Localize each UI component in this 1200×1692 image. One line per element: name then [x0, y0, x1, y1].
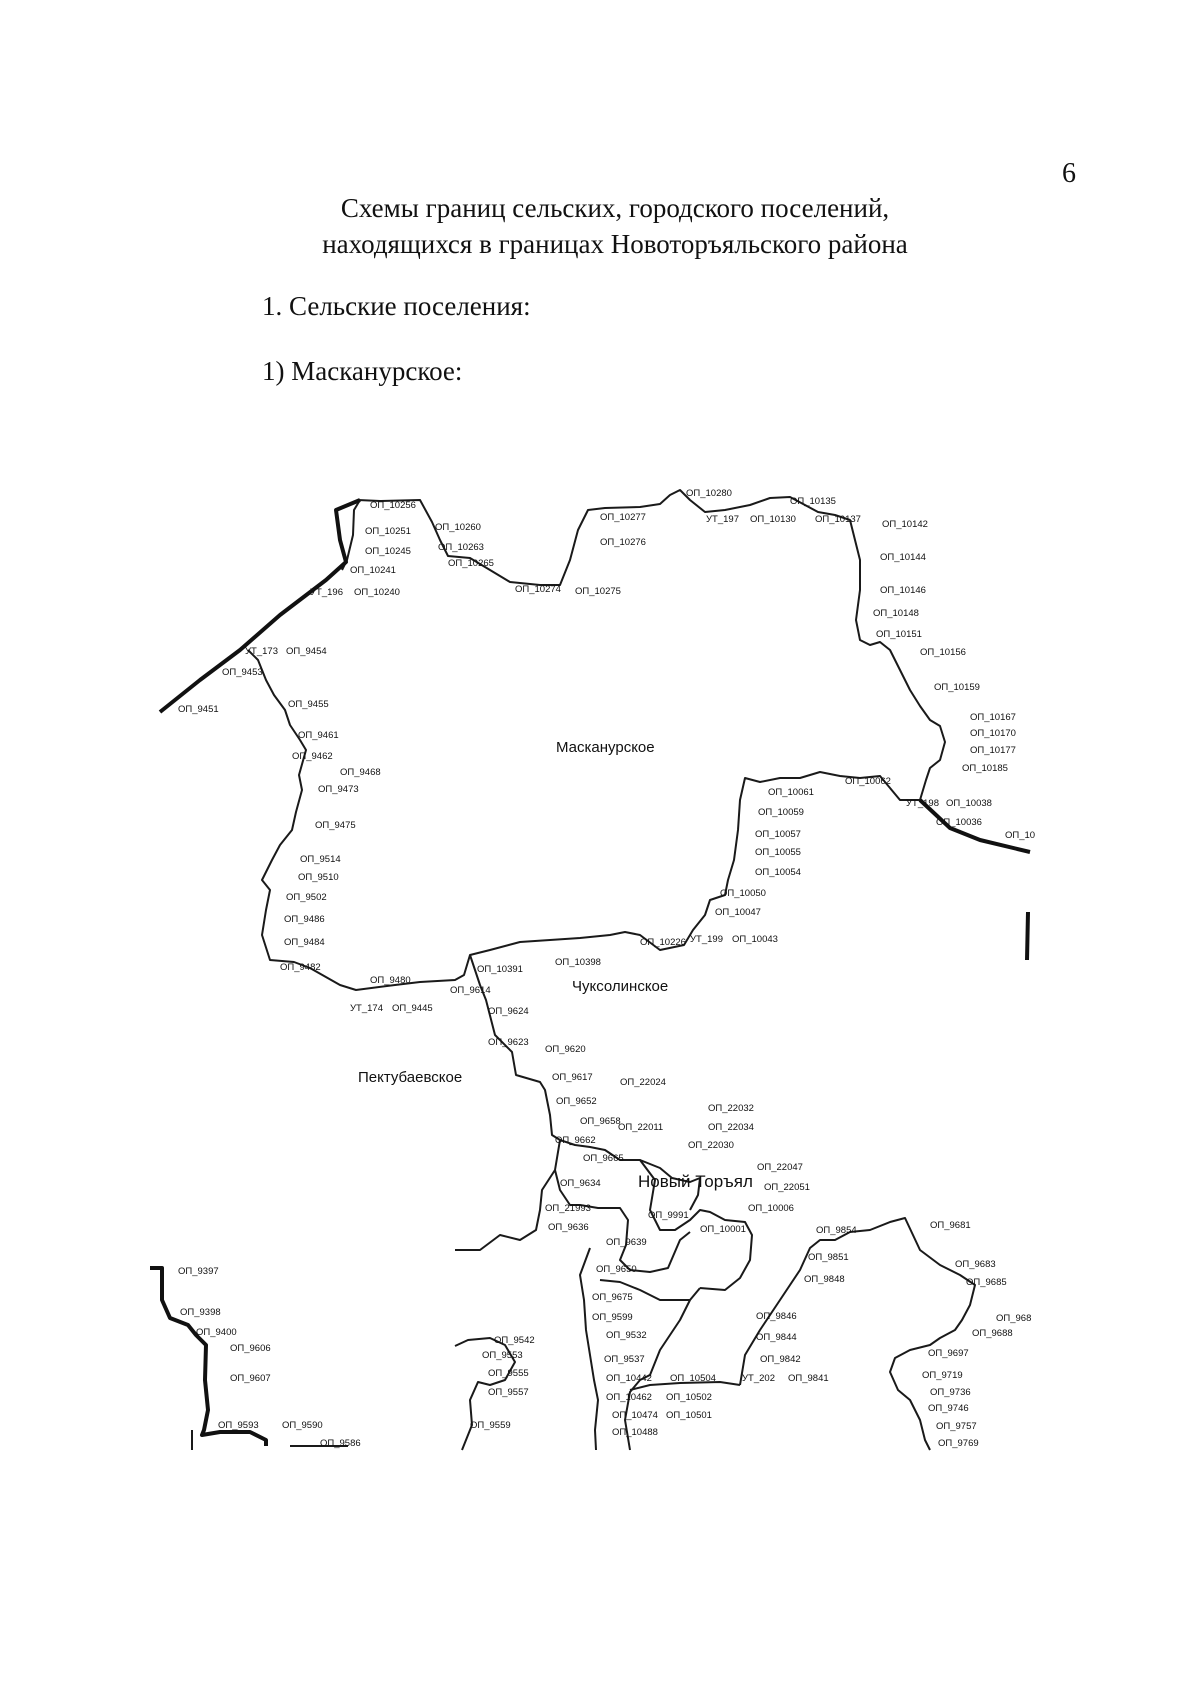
point-label: ОП_9848: [804, 1274, 845, 1285]
point-label: ОП_10260: [435, 522, 481, 533]
point-label: ОП_9851: [808, 1252, 849, 1263]
point-label: ОП_9398: [180, 1307, 221, 1318]
point-label: ОП_9736: [930, 1387, 971, 1398]
point-label: ОП_10055: [755, 847, 801, 858]
point-label: ОП_10062: [845, 776, 891, 787]
point-label: УТ_198: [906, 798, 939, 809]
subsection-heading: 1) Масканурское:: [262, 356, 463, 386]
point-label: ОП_10146: [880, 585, 926, 596]
point-label: ОП_9462: [292, 751, 333, 762]
point-label: УТ_199: [690, 934, 723, 945]
point-label: ОП_9482: [280, 962, 321, 973]
point-label: ОП_9617: [552, 1072, 593, 1083]
point-label: ОП_9502: [286, 892, 327, 903]
point-label: ОП_9542: [494, 1335, 535, 1346]
point-label: ОП_10256: [370, 500, 416, 511]
point-label: ОП_9623: [488, 1037, 529, 1048]
point-label: ОП_9658: [580, 1116, 621, 1127]
point-label: ОП_9400: [196, 1327, 237, 1338]
point-label: ОП_9606: [230, 1343, 271, 1354]
point-label: ОП_22024: [620, 1077, 666, 1088]
point-labels: [178, 488, 1035, 1449]
point-label: ОП_10442: [606, 1373, 652, 1384]
point-label: ОП_22051: [764, 1182, 810, 1193]
region-label-maskanurskoe: Масканурское: [556, 739, 655, 756]
point-label: ОП_10474: [612, 1410, 658, 1421]
point-label: ОП_9559: [470, 1420, 511, 1431]
point-label: ОП_9650: [596, 1264, 637, 1275]
point-label: ОП_10275: [575, 586, 621, 597]
point-label: ОП_21993: [545, 1203, 591, 1214]
point-label: ОП_9652: [556, 1096, 597, 1107]
point-label: ОП_9553: [482, 1350, 523, 1361]
point-label: ОП_10050: [720, 888, 766, 899]
point-label: ОП_10276: [600, 537, 646, 548]
point-label: ОП_10398: [555, 957, 601, 968]
point-label: ОП_10001: [700, 1224, 746, 1235]
point-label: ОП_9555: [488, 1368, 529, 1379]
point-label: ОП_10137: [815, 514, 861, 525]
point-label: ОП_10391: [477, 964, 523, 975]
point-label: ОП_10263: [438, 542, 484, 553]
point-label: ОП_9685: [966, 1277, 1007, 1288]
point-label: ОП_10265: [448, 558, 494, 569]
point-label: ОП_9532: [606, 1330, 647, 1341]
point-label: ОП_9757: [936, 1421, 977, 1432]
point-label: ОП_9614: [450, 985, 491, 996]
region-label-novy-toryal: Новый Торъял: [638, 1172, 753, 1191]
point-label: ОП_9844: [756, 1332, 797, 1343]
point-label: ОП_9473: [318, 784, 359, 795]
point-label: ОП_9557: [488, 1387, 529, 1398]
point-label: ОП_10059: [758, 807, 804, 818]
point-label: ОП_10047: [715, 907, 761, 918]
point-label: ОП_9665: [583, 1153, 624, 1164]
point-label: ОП_9662: [555, 1135, 596, 1146]
point-label: ОП_968: [996, 1313, 1032, 1324]
point-label: ОП_10: [1005, 830, 1036, 841]
point-label: ОП_10245: [365, 546, 411, 557]
point-label: ОП_9675: [592, 1292, 633, 1303]
point-label: ОП_9607: [230, 1373, 271, 1384]
point-label: ОП_10159: [934, 682, 980, 693]
point-label: ОП_9697: [928, 1348, 969, 1359]
maskanurskoe-boundary-west-road: [160, 500, 360, 712]
point-label: ОП_10177: [970, 745, 1016, 756]
point-label: ОП_10488: [612, 1427, 658, 1438]
point-label: УТ_196: [310, 587, 343, 598]
point-label: ОП_9769: [938, 1438, 979, 1449]
point-label: ОП_10462: [606, 1392, 652, 1403]
point-label: ОП_10054: [755, 867, 801, 878]
point-label: ОП_9510: [298, 872, 339, 883]
point-label: ОП_10226: [640, 937, 686, 948]
point-label: ОП_9475: [315, 820, 356, 831]
point-label: ОП_10038: [946, 798, 992, 809]
point-label: ОП_9593: [218, 1420, 259, 1431]
point-label: ОП_9461: [298, 730, 339, 741]
point-label: ОП_10130: [750, 514, 796, 525]
point-label: ОП_10241: [350, 565, 396, 576]
point-label: ОП_9599: [592, 1312, 633, 1323]
point-label: ОП_9537: [604, 1354, 645, 1365]
point-label: ОП_9719: [922, 1370, 963, 1381]
point-label: ОП_10502: [666, 1392, 712, 1403]
point-label: ОП_9841: [788, 1373, 829, 1384]
point-label: ОП_9620: [545, 1044, 586, 1055]
point-label: ОП_9486: [284, 914, 325, 925]
point-label: ОП_9854: [816, 1225, 857, 1236]
point-label: ОП_10142: [882, 519, 928, 530]
point-label: ОП_10148: [873, 608, 919, 619]
point-label: УТ_174: [350, 1003, 383, 1014]
point-label: ОП_10144: [880, 552, 926, 563]
point-label: ОП_9624: [488, 1006, 529, 1017]
point-label: ОП_10277: [600, 512, 646, 523]
point-label: ОП_9634: [560, 1178, 601, 1189]
point-label: ОП_9842: [760, 1354, 801, 1365]
point-label: ОП_10151: [876, 629, 922, 640]
point-label: ОП_10170: [970, 728, 1016, 739]
document-title-line-1: Схемы границ сельских, городского поселений,: [340, 193, 890, 223]
point-label: ОП_10036: [936, 817, 982, 828]
point-label: ОП_22032: [708, 1103, 754, 1114]
region-label-chuksolinskoe: Чуксолинское: [572, 978, 669, 995]
point-label: ОП_9590: [282, 1420, 323, 1431]
point-label: ОП_9639: [606, 1237, 647, 1248]
point-label: ОП_9991: [648, 1210, 689, 1221]
edge-fragment: [1027, 912, 1028, 960]
point-label: ОП_10057: [755, 829, 801, 840]
region-label-pektubaevskoe: Пектубаевское: [358, 1069, 463, 1086]
section-heading: 1. Сельские поселения:: [262, 291, 531, 321]
point-label: ОП_22034: [708, 1122, 754, 1133]
point-label: ОП_9688: [972, 1328, 1013, 1339]
point-label: УТ_202: [742, 1373, 775, 1384]
point-label: ОП_10280: [686, 488, 732, 499]
point-label: ОП_9681: [930, 1220, 971, 1231]
point-label: ОП_10251: [365, 526, 411, 537]
point-label: ОП_10156: [920, 647, 966, 658]
point-label: ОП_22011: [618, 1122, 664, 1133]
point-label: ОП_9468: [340, 767, 381, 778]
point-label: ОП_10061: [768, 787, 814, 798]
point-label: ОП_10135: [790, 496, 836, 507]
point-label: ОП_9453: [222, 667, 263, 678]
point-label: ОП_9514: [300, 854, 341, 865]
point-label: ОП_9846: [756, 1311, 797, 1322]
point-label: ОП_10501: [666, 1410, 712, 1421]
point-label: УТ_173: [245, 646, 278, 657]
point-label: ОП_9455: [288, 699, 329, 710]
point-label: ОП_9480: [370, 975, 411, 986]
point-label: УТ_197: [706, 514, 739, 525]
page-number: 6: [1062, 158, 1076, 189]
point-label: ОП_9586: [320, 1438, 361, 1449]
point-label: ОП_10274: [515, 584, 561, 595]
point-label: ОП_10167: [970, 712, 1016, 723]
point-label: ОП_9445: [392, 1003, 433, 1014]
point-label: ОП_22030: [688, 1140, 734, 1151]
point-label: ОП_10504: [670, 1373, 716, 1384]
point-label: ОП_10240: [354, 587, 400, 598]
point-label: ОП_9746: [928, 1403, 969, 1414]
point-label: ОП_10043: [732, 934, 778, 945]
point-label: ОП_9451: [178, 704, 219, 715]
point-label: ОП_9636: [548, 1222, 589, 1233]
point-label: ОП_9397: [178, 1266, 219, 1277]
document-title-line-2: находящихся в границах Новоторъяльского района: [322, 229, 908, 259]
point-label: ОП_9683: [955, 1259, 996, 1270]
point-label: ОП_22047: [757, 1162, 803, 1173]
point-label: ОП_9454: [286, 646, 327, 657]
point-label: ОП_10006: [748, 1203, 794, 1214]
point-label: ОП_10185: [962, 763, 1008, 774]
point-label: ОП_9484: [284, 937, 325, 948]
